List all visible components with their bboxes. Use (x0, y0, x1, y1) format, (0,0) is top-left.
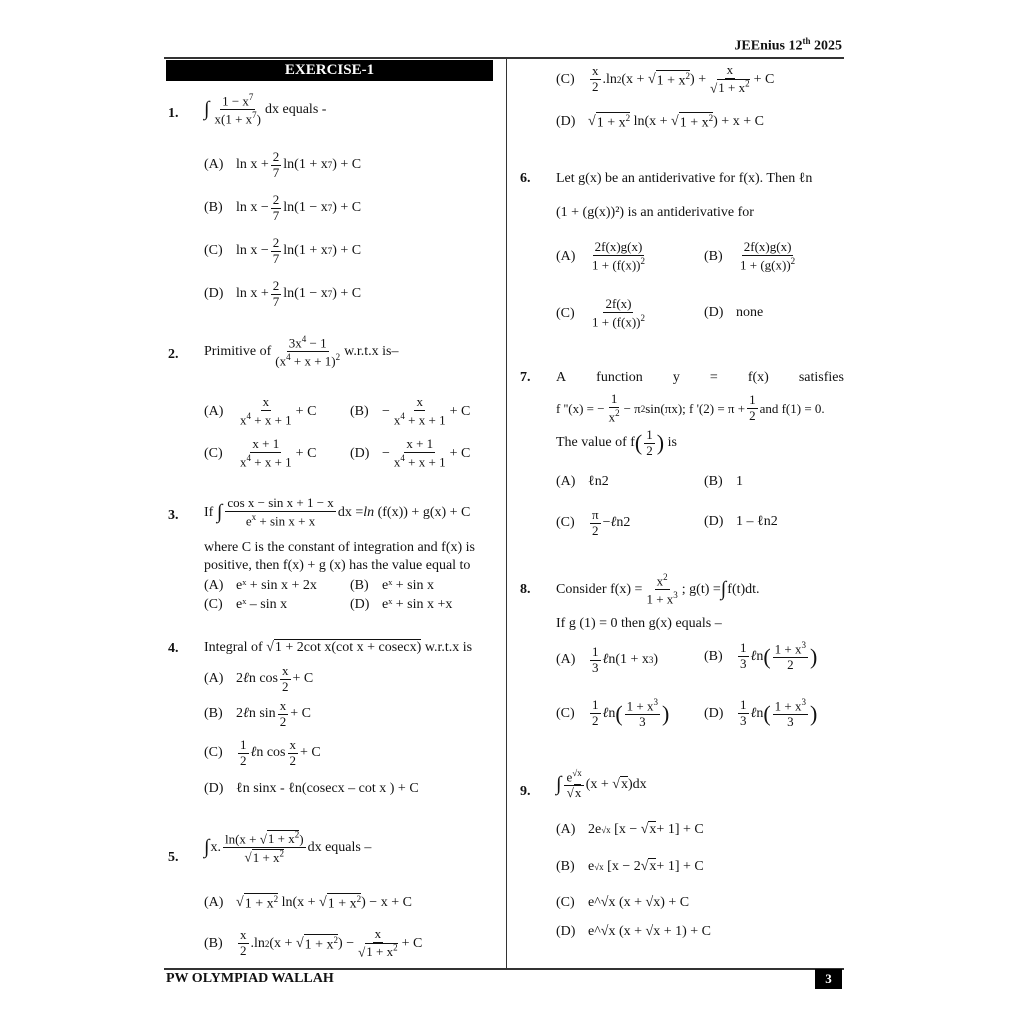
question-stem-line-3: positive, then f(x) + g (x) has the value equal to (204, 558, 471, 573)
question-stem-line-3: The value of f ( $\frac{1}{2}$ ) is (556, 427, 677, 458)
bottom-rule (164, 968, 844, 970)
option-c[interactable]: (C) e^√x (x + √x) + C (556, 895, 690, 910)
option-d[interactable]: (D) − $\frac{x + 1}{x^4 + x + 1}$ + C (350, 436, 471, 470)
top-rule (164, 57, 844, 59)
option-c[interactable]: (C) $\frac{x + 1}{x^4 + x + 1}$ + C (204, 436, 317, 470)
option-a[interactable]: (A) 2 ℓ n cos $\frac{x}{2}$ + C (204, 663, 314, 694)
option-a[interactable]: (A) eˣ + sin x + 2x (204, 578, 317, 593)
question-stem: Integral of √ 1 + 2cot x(cot x + cosecx) w.r.t.x is (204, 639, 473, 655)
question-number: 2. (168, 347, 179, 362)
option-d[interactable]: (D) $\frac{1}{3}$ ℓ n ( $\frac{1 + x^3}{3}$ ) (704, 697, 818, 730)
question-stem: If ∫ $\frac{\text{cos x − sin x + 1 − x}}{e^x + \sin x + x}$ dx = ln (f(x)) + g(x) + C (204, 495, 471, 529)
question-stem: Let g(x) be an antiderivative for f(x). Then ℓn (556, 171, 813, 186)
option-d[interactable]: (D) none (704, 305, 764, 320)
question-stem: Primitive of $\frac{3x^4 - 1}{(x^4 + x + 1)^2}$ w.r.t.x is– (204, 334, 399, 369)
option-d[interactable]: (D) 1 – ℓn2 (704, 514, 778, 529)
option-b[interactable]: (B) 1 (704, 474, 743, 489)
option-c[interactable]: (C) $\frac{x}{2}$ .ln 2 (x + √ $1 + x^2$ ) + $\frac{x}{√1 + x^2}$ + C (556, 62, 775, 96)
question-stem: Consider f(x) = $\frac{x^2}{1 + x^3}$ ; g(t) = ∫ f(t)dt. (556, 572, 760, 607)
option-b[interactable]: (B) $\frac{1}{3}$ ℓ n ( $\frac{1 + x^3}{2}$ ) (704, 640, 818, 673)
option-c[interactable]: (C) $\frac{\pi}{2}$ − ℓ n2 (556, 507, 631, 538)
option-c[interactable]: (C) eˣ – sin x (204, 597, 288, 612)
publisher-name: PW OLYMPIAD WALLAH (166, 971, 334, 986)
question-stem-line-2: If g (1) = 0 then g(x) equals – (556, 616, 722, 631)
question-stem: ∫ $\frac{1 - x^7}{x(1 + x^7)}$ dx equals - (204, 92, 327, 127)
question-stem: A function y = f(x) satisfies (556, 370, 844, 385)
option-d[interactable]: (D) ℓn sinx - ℓn(cosecx – cot x ) + C (204, 781, 419, 796)
question-stem-line-2: where C is the constant of integration and f(x) is (204, 540, 475, 555)
page-number: 3 (815, 969, 842, 989)
question-stem-line-2: f ''(x) = − $\frac{1}{x^2}$ − π 2 sin(πx); f '(2) = π + $\frac{1}{2}$ and f(1) = 0. (556, 391, 825, 425)
question-number: 5. (168, 850, 179, 865)
option-d[interactable]: (D) ln x + $\frac{2}{7}$ ln(1 − x 7 ) + C (204, 278, 362, 309)
option-b[interactable]: (B) eˣ + sin x (350, 578, 434, 593)
option-a[interactable]: (A) ℓn2 (556, 474, 609, 489)
question-stem: ∫ x. $\frac{\ln(x + √1 + x^2)}{√1 + x^2}$ dx equals – (204, 830, 372, 865)
option-a[interactable]: (A) 2e √x [x − √ x + 1] + C (556, 821, 704, 837)
option-a[interactable]: (A) ln x + $\frac{2}{7}$ ln(1 + x 7 ) + C (204, 149, 362, 180)
question-number: 7. (520, 370, 531, 385)
option-a[interactable]: (A) $\frac{x}{x^4 + x + 1}$ + C (204, 394, 317, 428)
option-b[interactable]: (B) $\frac{x}{2}$ .ln 2 (x + √ $1 + x^2$ ) − $\frac{x}{√1 + x^2}$ + C (204, 926, 423, 960)
question-stem: ∫ $\frac{e^{√x}}{√x}$ (x + √ x )dx (556, 768, 647, 801)
section-heading: EXERCISE-1 (166, 60, 493, 81)
option-b[interactable]: (B) 2 ℓ n sin $\frac{x}{2}$ + C (204, 698, 311, 729)
option-c[interactable]: (C) $\frac{2f(x)}{1 + (f(x))^2}$ (556, 296, 645, 330)
question-number: 3. (168, 508, 179, 523)
column-divider (506, 59, 507, 968)
option-c[interactable]: (C) $\frac{1}{2}$ ℓ n cos $\frac{x}{2}$ + C (204, 737, 321, 768)
question-number: 1. (168, 106, 179, 121)
question-number: 6. (520, 171, 531, 186)
option-b[interactable]: (B) − $\frac{x}{x^4 + x + 1}$ + C (350, 394, 471, 428)
option-d[interactable]: (D) eˣ + sin x +x (350, 597, 453, 612)
option-c[interactable]: (C) $\frac{1}{2}$ ℓ n ( $\frac{1 + x^3}{3}$ ) (556, 697, 670, 730)
option-a[interactable]: (A) $\frac{2f(x)g(x)}{1 + (f(x))^2}$ (556, 239, 645, 273)
option-c[interactable]: (C) ln x − $\frac{2}{7}$ ln(1 + x 7 ) + C (204, 235, 362, 266)
option-b[interactable]: (B) $\frac{2f(x)g(x)}{1 + (g(x))^2}$ (704, 239, 796, 273)
question-number: 4. (168, 641, 179, 656)
option-a[interactable]: (A) √ $1 + x^2$ ln(x + √ $1 + x^2$ ) − x + C (204, 894, 412, 912)
option-a[interactable]: (A) $\frac{1}{3}$ ℓ n(1 + x 3 ) (556, 644, 659, 675)
header-title: JEEnius 12th 2025 (734, 36, 842, 54)
question-stem-line-2: (1 + (g(x))²) is an antiderivative for (556, 205, 754, 220)
option-b[interactable]: (B) ln x − $\frac{2}{7}$ ln(1 − x 7 ) + C (204, 192, 362, 223)
question-number: 9. (520, 784, 531, 799)
option-d[interactable]: (D) √ $1 + x^2$ ln(x + √ $1 + x^2$ ) + x + C (556, 113, 764, 131)
option-b[interactable]: (B) e √x [x − 2√ x + 1] + C (556, 858, 704, 874)
question-number: 8. (520, 582, 531, 597)
option-d[interactable]: (D) e^√x (x + √x + 1) + C (556, 924, 711, 939)
